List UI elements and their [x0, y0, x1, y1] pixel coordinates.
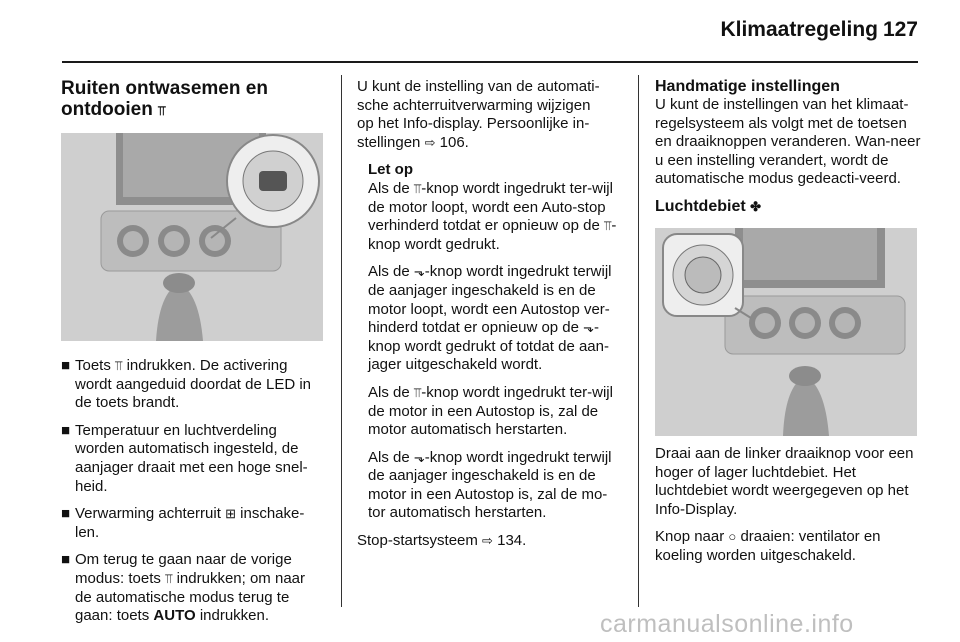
windshield-defrost-icon: ⫪ — [165, 570, 173, 586]
note-title: Let op — [368, 161, 413, 179]
column-right — [655, 78, 921, 566]
windshield-defrost-icon: ⫪ — [413, 384, 422, 400]
column-left — [61, 78, 325, 635]
off-ring-icon: ○ — [728, 529, 737, 545]
note-paragraph: Als de ⫪-knop wordt ingedrukt ter-wijl de motor in een Autostop is, zal de motor automatisch herstarten. — [368, 383, 613, 439]
note-paragraph: Als de ⬎-knop wordt ingedrukt terwijl de aanjager ingeschakeld is en de motor in een Autostop is, zal de mo-tor automatisch herstarten. — [368, 448, 612, 522]
defrost-bullet-list — [61, 357, 325, 626]
page-header — [0, 14, 960, 48]
rear-window-defrost-icon: ⊞ — [225, 506, 236, 522]
airflow-off-paragraph: Knop naar ○ draaien: ventilator en koeling worden uitgeschakeld. — [655, 528, 881, 564]
manual-intro: U kunt de instellingen van het klimaat-regelsysteem als volgt met de toetsen en draaiknoppen veranderen. Wan-neer u een instelling verandert, wordt de automatische modus gedeacti-veerd. — [655, 96, 921, 188]
airflow-icon: ⬎ — [413, 449, 425, 465]
header-rule — [62, 61, 918, 63]
section-heading-defrost: Ruiten ontwasemen en ontdooien ⫪ — [61, 78, 268, 120]
windshield-defrost-icon: ⫪ — [158, 103, 166, 118]
airflow-paragraph: Draai aan de linker draaiknop voor een hoger of lager luchtdebiet. Het luchtdebiet wordt weergegeven op het Info-Display. — [655, 444, 914, 518]
fan-icon: ✤ — [750, 198, 762, 214]
note-paragraph: Als de ⫪-knop wordt ingedrukt ter-wijl de motor loopt, wordt een Auto-stop verhinderd totdat er opnieuw op de ⫪-knop wordt gedrukt. — [368, 179, 617, 253]
dashboard-illustration-airflow — [655, 228, 917, 436]
section-heading-manual: Handmatige instellingen — [655, 78, 840, 95]
chapter-title: Klimaatregeling — [720, 18, 878, 41]
intro-paragraph: U kunt de instelling van de automati- sche achterruitverwarming wijzigen op het Info-display. Persoonlijke in- stellingen ⇨ 106. — [357, 78, 600, 151]
airflow-icon: ⬎ — [413, 264, 425, 280]
windshield-defrost-icon: ⫪ — [115, 358, 123, 373]
airflow-icon: ⬎ — [583, 320, 595, 336]
list-item: ■ Toets ⫪ indrukken. De activering wordt aangeduid doordat de LED in de toets brandt. — [61, 357, 312, 412]
column-divider-2 — [638, 75, 639, 607]
page-number: 127 — [882, 18, 918, 41]
column-middle — [357, 78, 623, 551]
list-item: ■ Verwarming achterruit ⊞ inschake-len. — [61, 505, 305, 541]
page-reference-arrow-icon: ⇨ — [482, 533, 493, 549]
note-paragraph: Als de ⬎-knop wordt ingedrukt terwijl de aanjager ingeschakeld is en de motor loopt, wordt een Autostop ver-hinderd totdat er opnieuw op de ⬎-knop wordt gedrukt of totdat de aan-jager uitgeschakeld wordt. — [368, 263, 612, 374]
list-item: ■ Temperatuur en luchtverdeling worden automatisch ingesteld, de aanjager draait met een hoge snel-heid. — [61, 421, 308, 495]
list-item: ■ Om terug te gaan naar de vorige modus: toets ⫪ indrukken; om naar de automatische modus terug te gaan: toets AUTO indrukken. — [61, 551, 305, 625]
watermark: carmanualsonline.info — [600, 610, 854, 638]
section-heading-airflow: Luchtdebiet ✤ — [655, 197, 762, 215]
windshield-defrost-icon: ⫪ — [413, 180, 422, 196]
dashboard-illustration-defrost — [61, 133, 323, 341]
page-reference-arrow-icon: ⇨ — [424, 134, 436, 150]
stop-start-reference: Stop-startsysteem ⇨ 134. — [357, 532, 527, 550]
note-block — [357, 161, 623, 523]
windshield-defrost-icon: ⫪ — [604, 218, 612, 234]
column-divider-1 — [341, 75, 342, 607]
